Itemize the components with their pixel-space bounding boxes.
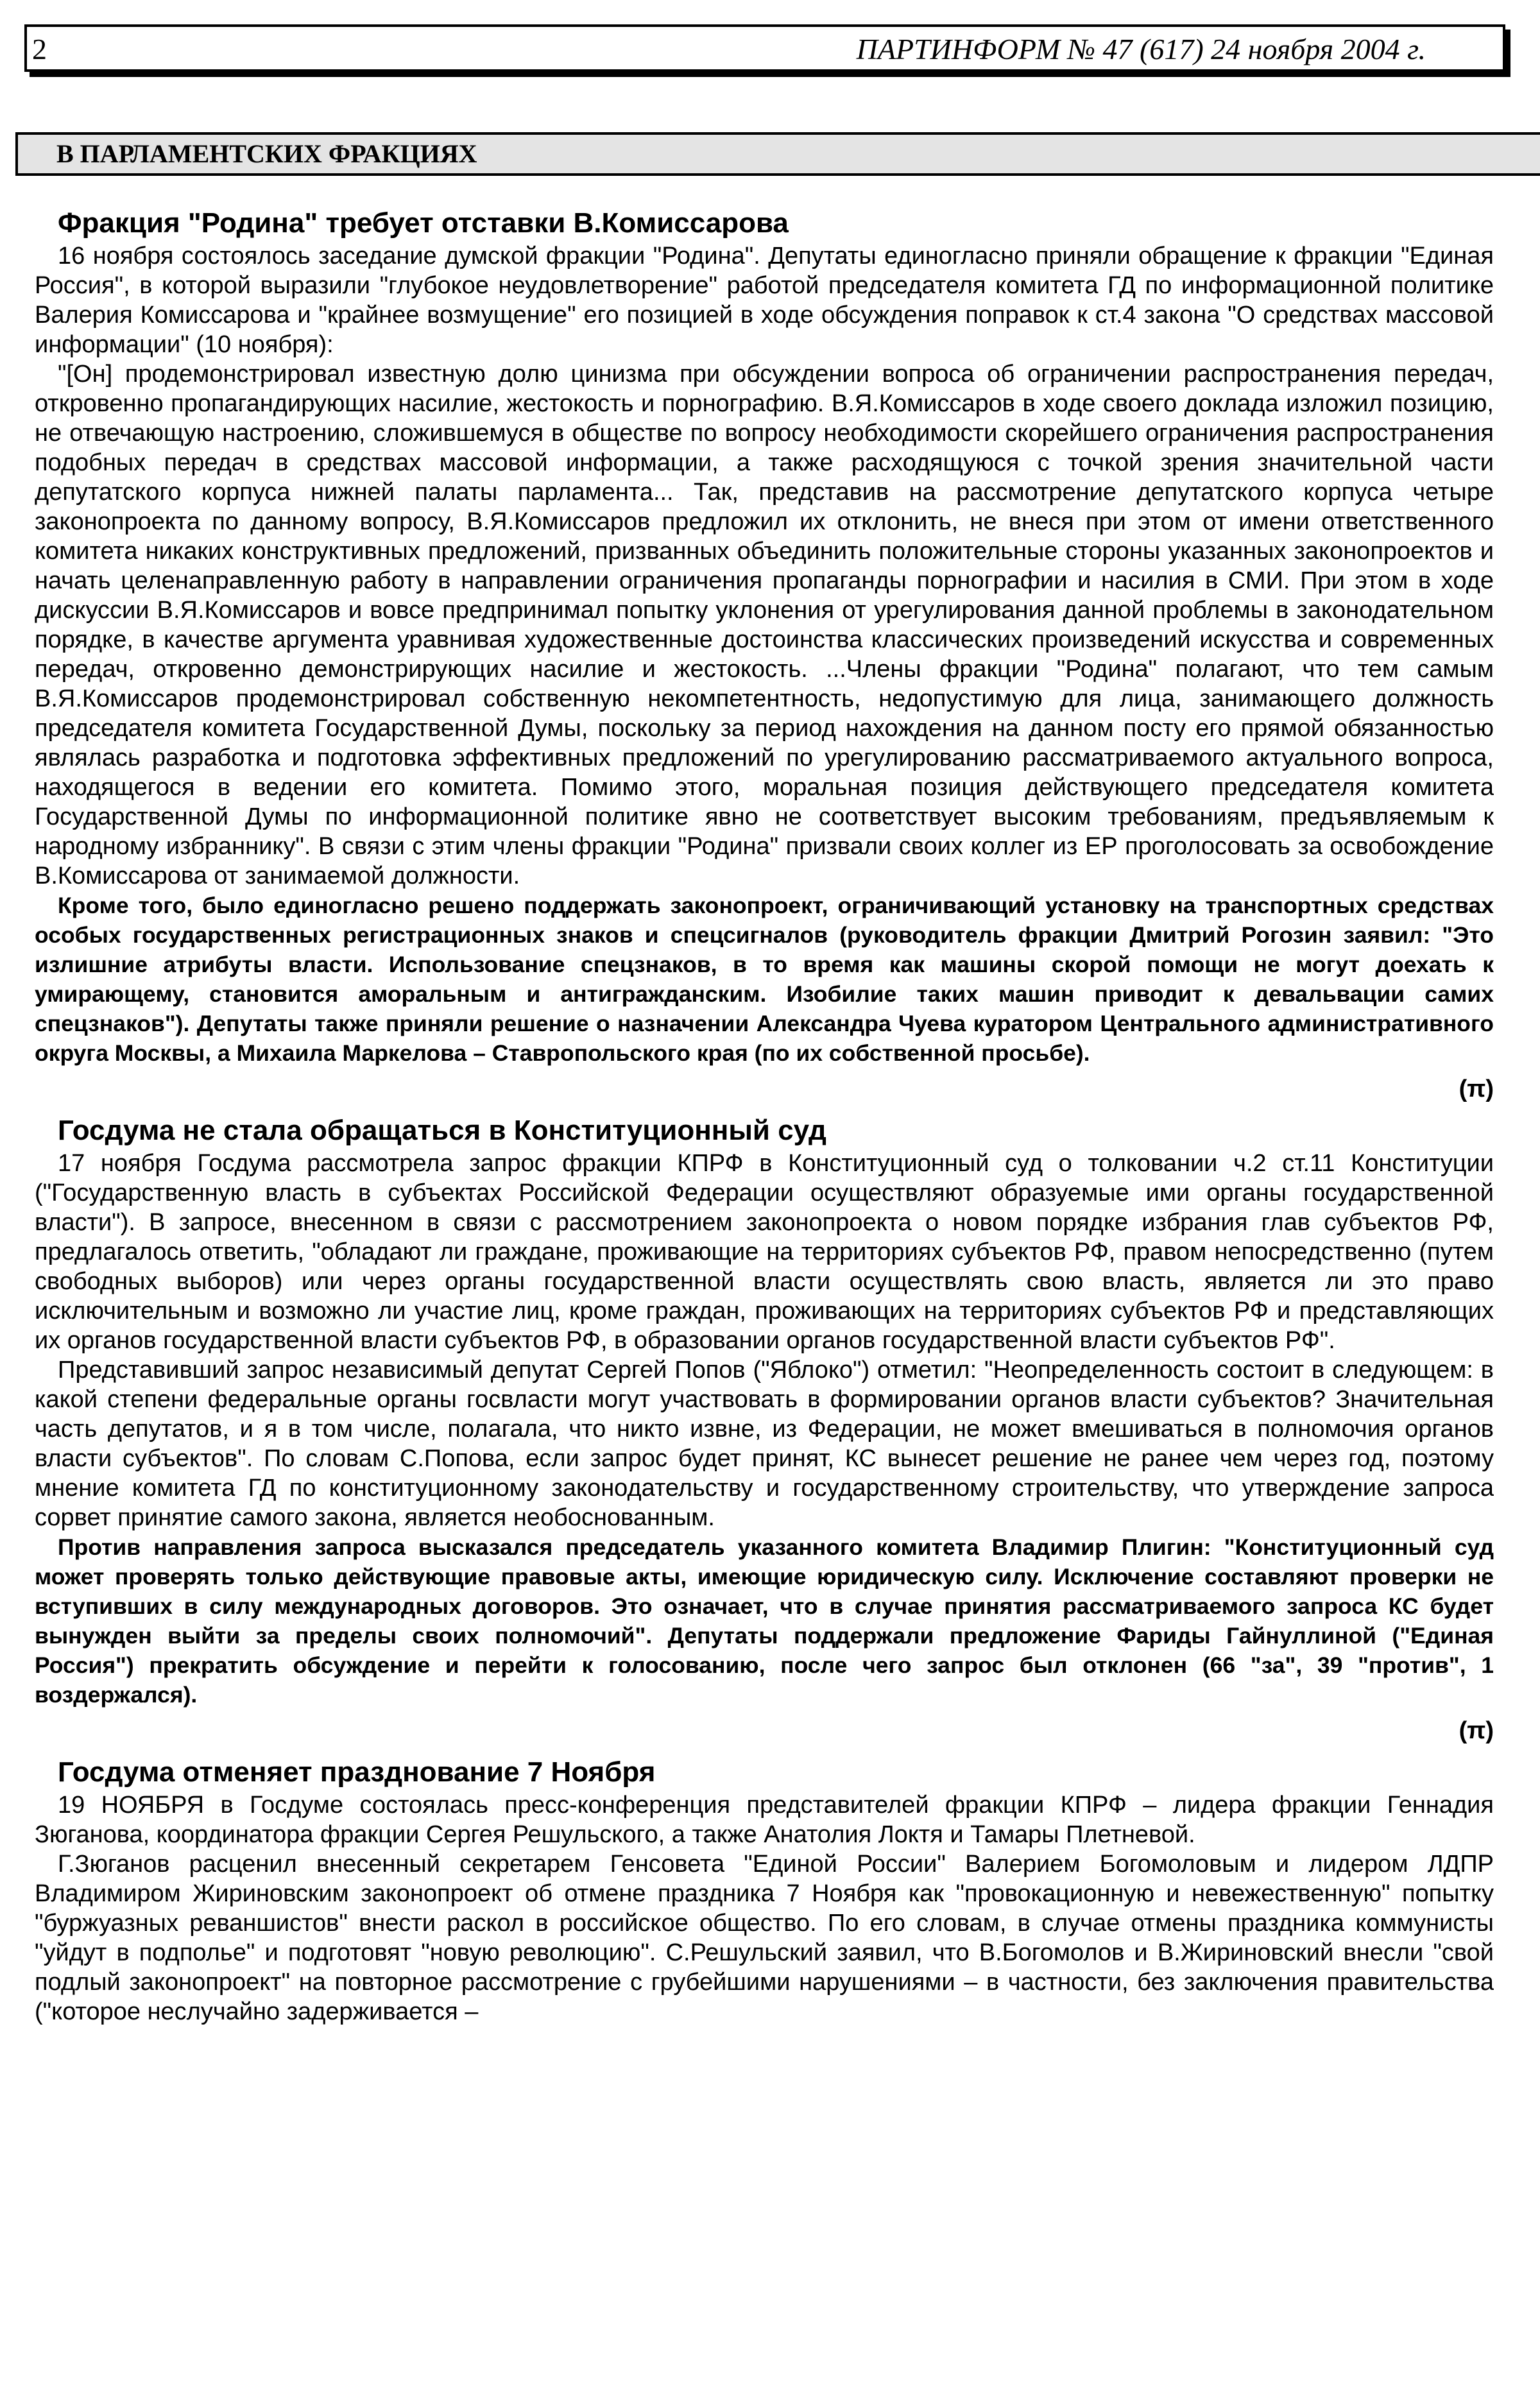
article-title: Фракция "Родина" требует отставки В.Комиссарова xyxy=(58,207,789,239)
publication-title: ПАРТИНФОРМ № 47 (617) 24 ноября 2004 г. xyxy=(856,33,1426,65)
paragraph: "[Он] продемонстрировал известную долю цинизма при обсуждении вопроса об ограничении распространения передач, откровенно пропагандирующих насилие, жестокость и порнографию. В.Я.Комиссаров в ходе своего доклада изложил позицию, не отвечающую настроению, сложившемуся в обществе по вопросу необходимости скорейшего ограничения распространения подобных передач в средствах массовой информации, а также расходящуюся с точкой зрения значительной части депутатского корпуса нижней палаты парламента... Так, представив на рассмотрение депутатского корпуса четыре законопроекта по данному вопросу, В.Я.Комиссаров предложил их отклонить, не внеся при этом от имени ответственного комитета никаких конструктивных предложений, призванных объединить положительные стороны указанных законопроектов и начать целенаправленную работу в направлении ограничения пропаганды порнографии и насилия в СМИ. При этом в ходе дискуссии В.Я.Комиссаров и вовсе предпринимал попытку уклонения от урегулирования данной проблемы в законодательном порядке, в качестве аргумента уравнивая художественные достоинства классических произведений искусства и современных передач, откровенно демонстрирующих насилие и жестокость. ...Члены фракции "Родина" полагают, что тем самым В.Я.Комиссаров продемонстрировал собственную некомпетентность, недопустимую для лица, занимающего должность председателя комитета Государственной Думы, поскольку за период нахождения на данном посту его прямой обязанностью являлась разработка и подготовка эффективных предложений по урегулированию рассматриваемого актуального вопроса, находящегося в ведении его комитета. Помимо этого, моральная позиция действующего председателя комитета Государственной Думы по информационной политике явно не соответствует высоким требованиям, предъявляемым к народному избраннику". В связи с этим члены фракции "Родина" призвали своих коллег из ЕР проголосовать за освобождение В.Комиссарова от занимаемой должности. xyxy=(35,361,1494,889)
bold-paragraph: Против направления запроса высказался председатель указанного комитета Владимир Плигин: "Конституционный суд может проверять только действующие правовые акты, имеющие юридическую силу. Исключение составляют проверки не вступивших в силу международных договоров. Это означает, что в случае принятия рассматриваемого запроса КС будет вынужден выйти за пределы своих полномочий". Депутаты поддержали предложение Фариды Гайнуллиной ("Единая Россия") прекратить обсуждение и перейти к голосованию, после чего запрос был отклонен (66 "за", 39 "против", 1 воздержался). xyxy=(35,1534,1494,1708)
paragraph: Представивший запрос независимый депутат Сергей Попов ("Яблоко") отметил: "Неопределенность состоит в следующем: в какой степени федеральные органы госвласти могут участвовать в формировании органов власти субъектов? Значительная часть депутатов, и я в том числе, полагала, что никто извне, из Федерации, не может вмешиваться в полномочия органов власти субъектов". По словам С.Попова, если запрос будет принят, КС вынесет решение не ранее чем через год, поэтому мнение комитета ГД по конституционному законодательству и государственному строительству, что утверждение запроса сорвет принятие самого закона, является необоснованным. xyxy=(35,1357,1494,1531)
author-sign: (π) xyxy=(1459,1717,1494,1744)
bold-paragraph: Кроме того, было единогласно решено поддержать законопроект, ограничивающий установку на транспортных средствах особых государственных регистрационных знаков и спецсигналов (руководитель фракции Дмитрий Рогозин заявил: "Это излишние атрибуты власти. Использование спецзнаков, в то время как машины скорой помощи не могут доехать к умирающему, становится аморальным и антигражданским. Изобилие таких машин приводит к девальвации самих спецзнаков"). Депутаты также приняли решение о назначении Александра Чуева куратором Центрального административного округа Москвы, а Михаила Маркелова – Ставропольского края (по их собственной просьбе). xyxy=(35,893,1494,1066)
paragraph: 16 ноября состоялось заседание думской фракции "Родина". Депутаты единогласно приняли обращение к фракции "Единая Россия", в которой выразили "глубокое неудовлетворение" работой председателя комитета ГД по информационной политике Валерия Комиссарова и "крайнее возмущение" его позицией в ходе обсуждения поправок к ст.4 закона "О средствах массовой информации" (10 ноября): xyxy=(35,243,1494,358)
author-sign: (π) xyxy=(1459,1075,1494,1102)
section-heading: В ПАРЛАМЕНТСКИХ ФРАКЦИЯХ xyxy=(15,132,1540,176)
page-header xyxy=(24,24,1505,72)
paragraph: Г.Зюганов расценил внесенный секретарем Генсовета "Единой России" Валерием Богомоловым и лидером ЛДПР Владимиром Жириновским законопроект об отмене праздника 7 Ноября как "провокационную и невежественную" попытку "буржуазных реваншистов" внести раскол в российское общество. По его словам, в случае отмены праздника коммунисты "уйдут в подполье" и подготовят "новую революцию". С.Решульский заявил, что В.Богомолов и В.Жириновский внесли "свой подлый законопроект" на повторное рассмотрение с грубейшими нарушениями – в частности, без заключения правительства ("которое неслучайно задерживается – xyxy=(35,1851,1494,2025)
page-number: 2 xyxy=(32,33,47,65)
article xyxy=(35,1754,1494,2026)
article-title: Госдума отменяет празднование 7 Ноября xyxy=(58,1756,656,1788)
article xyxy=(35,205,1494,1104)
article-column xyxy=(35,205,1494,2026)
article xyxy=(35,1113,1494,1745)
paragraph: 17 ноября Госдума рассмотрела запрос фракции КПРФ в Конституционный суд о толковании ч.2 ст.11 Конституции ("Государственную власть в субъектах Российской Федерации осуществляют образуемые ими органы государственной власти"). В запросе, внесенном в связи с рассмотрением законопроекта о новом порядке избрания глав субъектов РФ, предлагалось ответить, "обладают ли граждане, проживающие на территориях субъектов РФ, правом непосредственно (путем свободных выборов) или через органы государственной власти осуществлять свою власть, является ли это право исключительным и возможно ли участие лиц, кроме граждан, проживающих на территориях субъектов РФ и представляющих их органов государственной власти субъектов РФ, в образовании органов государственной власти субъектов РФ". xyxy=(35,1150,1494,1354)
article-title: Госдума не стала обращаться в Конституционный суд xyxy=(58,1115,826,1146)
paragraph: 19 НОЯБРЯ в Госдуме состоялась пресс-конференция представителей фракции КПРФ – лидера фракции Геннадия Зюганова, координатора фракции Сергея Решульского, а также Анатолия Локтя и Тамары Плетневой. xyxy=(35,1792,1494,1848)
